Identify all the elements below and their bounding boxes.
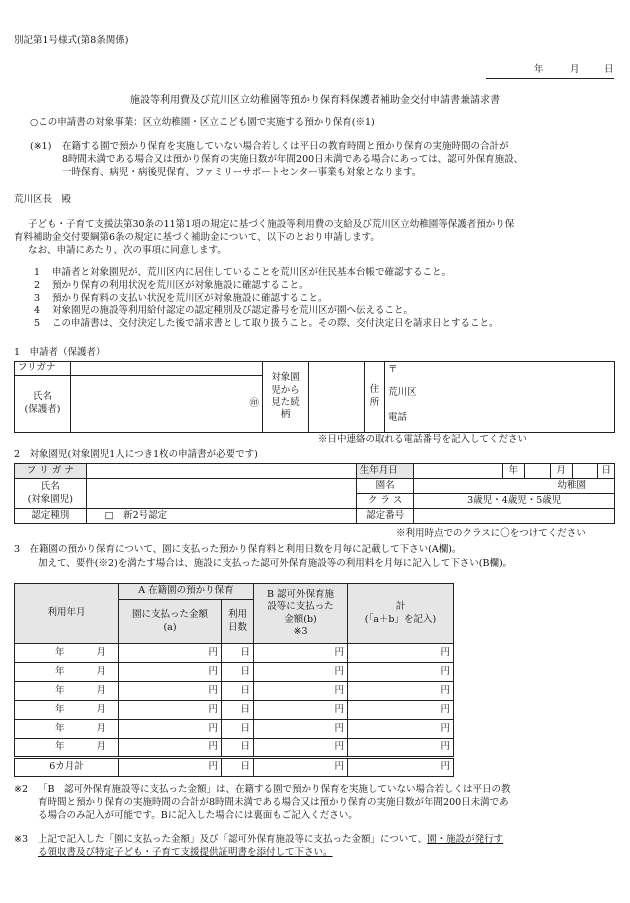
note1-text [62,141,523,179]
kindergarten-suffix: 幼稚園 [557,479,586,491]
intro-line: 子ども・子育て支援法第30条の11第1項の規定に基づく施設等利用費の支給及び荒川区立幼稚園等保護者預かり保 [28,219,515,230]
a-days-cell[interactable]: 日 [222,682,254,701]
b-amount-cell[interactable]: 円 [254,682,348,701]
table-row [15,720,454,739]
consent-item: 1 申請者と対象園児が、荒川区内に居住していることを荒川区が住民基本台帳で確認すること。 [34,267,452,278]
section1-note: ※日中連絡の取れる電話番号を記入してください [318,434,528,445]
b-amount-cell[interactable]: 円 [254,720,348,739]
document-title: 施設等利用費及び荒川区立幼稚園等預かり保育料保護者補助金交付申請書兼請求書 [130,95,500,106]
birth-year-field[interactable] [414,464,502,479]
consent-list [34,267,499,331]
consent-item: 5 この申請書は、交付決定した後で請求書として取り扱うこと。その際、交付決定日を請求日とすること。 [34,318,499,330]
section3-heading2: 加えて、要件(※2)を満たす場合は、施設に支払った認可外保育施設等の利用料を月毎に記入して下さい(B欄)。 [38,558,513,569]
child-table [14,463,615,524]
footnote2-line: 育時間と預かり保育の実施時間の合計が8時間未満である場合又は預かり保育の実施日数が年間200日未満であ [38,796,509,808]
total-cell[interactable]: 円 [348,663,454,682]
child-furigana-field[interactable] [86,464,356,479]
total-cell[interactable]: 円 [348,701,454,720]
date-line[interactable] [486,64,614,79]
consent-item: 3 預かり保育料の支払い状況を荒川区が対象施設に確認すること。 [34,292,328,304]
sum-b-cell[interactable]: 円 [254,758,348,777]
month-cell[interactable]: 年 月 [15,701,119,720]
a-amount-cell[interactable]: 円 [119,644,222,663]
relation-field[interactable] [309,362,365,433]
note1-mark: (※1) [30,141,52,152]
class-options[interactable]: 3歳児・4歳児・5歳児 [414,494,615,509]
date-day: 日 [604,64,614,75]
month-cell[interactable]: 年 月 [15,663,119,682]
a-amount-cell[interactable]: 円 [119,739,222,758]
month-cell[interactable]: 年 月 [15,720,119,739]
kindergarten-field[interactable] [414,479,615,494]
a-days-cell[interactable]: 日 [222,701,254,720]
a-days-cell[interactable]: 日 [222,720,254,739]
consent-item: 2 預かり保育の利用状況を荒川区が対象施設に確認すること。 [34,279,309,291]
relation-label: 対象園 児から 見た続 柄 [263,362,309,433]
footnote3-mark: ※3 [14,834,29,845]
section2-heading: 2 対象園児(対象園児1人につき1枚の申請書が必要です) [14,449,258,460]
section2-note: ※利用時点でのクラスに〇をつけてください [396,528,586,539]
col-a-header: A 在籍園の預かり保育 [119,584,254,600]
birth-day-field[interactable] [572,464,598,479]
section1-heading: 1 申請者（保護者） [14,347,106,358]
postal-mark: 〒 [388,364,398,375]
footnote3-text [38,834,503,860]
col-a-days-header: 利用 日数 [222,600,254,644]
footnote3-line: る領収書及び特定子ども・子育て支援提供証明書を添付して下さい。 [38,846,333,858]
table-row [15,644,454,663]
a-amount-cell[interactable]: 円 [119,663,222,682]
footnote2-mark: ※2 [14,784,29,795]
month-cell[interactable]: 年 月 [15,644,119,663]
note1-line: 8時間未満である場合又は預かり保育の実施日数が年間200日未満である場合にあっては、認可外保育施設、 [62,153,524,165]
footnote3-line: 上記で記入した「園に支払った金額」及び「認可外保育施設等に支払った金額」について、園・施設が発行す [38,834,504,845]
cert-type-label: 認定種別 [15,509,87,524]
city-label: 荒川区 [388,386,417,398]
b-amount-cell[interactable]: 円 [254,644,348,663]
a-days-cell[interactable]: 日 [222,644,254,663]
section3-heading: 3 在籍園の預かり保育について、園に支払った預かり保育料と利用日数を月毎に記載して下さい(A欄)。 [14,544,462,555]
a-days-cell[interactable]: 日 [222,739,254,758]
total-cell[interactable]: 円 [348,682,454,701]
cert-no-label: 認定番号 [356,509,414,524]
total-cell[interactable]: 円 [348,720,454,739]
class-label: ク ラ ス [356,494,414,509]
a-days-cell[interactable]: 日 [222,663,254,682]
col-month-header: 利用年月 [15,584,119,644]
intro-text [14,219,514,257]
footnote2-line: 「B 認可外保育施設等に支払った金額」は、在籍する園で預かり保育を実施していない場合若しくは平日の教 [38,784,511,795]
child-name-label: 氏名 (対象園児) [15,479,87,509]
a-amount-cell[interactable]: 円 [119,682,222,701]
birth-month-unit: 月 [550,464,572,479]
month-cell[interactable]: 年 月 [15,682,119,701]
sum-days-cell[interactable]: 日 [222,758,254,777]
birth-day-unit: 日 [598,464,615,479]
furigana-label: フリガナ [15,362,71,376]
applicant-name-field[interactable] [71,376,263,433]
table-row [15,682,454,701]
birth-month-field[interactable] [524,464,550,479]
table-row [15,663,454,682]
birth-label: 生年月日 [356,464,414,479]
sum-a-cell[interactable]: 円 [119,758,222,777]
table-row [15,701,454,720]
intro-line: 育料補助金交付要綱第6条の規定に基づく補助金について、以下のとおり申請します。 [14,231,380,243]
intro-line: なお、申請にあたり、次の事項に同意します。 [28,244,227,256]
addressee: 荒川区長 殿 [14,194,72,205]
sum-total-cell[interactable]: 円 [348,758,454,777]
birth-year-unit: 年 [502,464,524,479]
cert-type-checkbox[interactable]: □ 新2号認定 [86,509,356,524]
consent-item: 4 対象園児の施設等利用給付認定の認定種別及び認定番号を荒川区が園へ伝えること。 [34,305,414,317]
note1-line: 一時保育、病児・病後児保育、ファミリーサポートセンター事業も対象となります。 [62,166,422,178]
child-name-field[interactable] [86,479,356,509]
note1-line: 在籍する園で預かり保育を実施していない場合若しくは平日の教育時間と預かり保育の実施時間の合計が [62,141,509,152]
target-project: ○この申請書の対象事業：区立幼稚園・区立こども園で実施する預かり保育(※1) [30,117,375,128]
col-total-header: 計 (「a＋b」を記入) [348,584,454,644]
b-amount-cell[interactable]: 円 [254,739,348,758]
month-cell[interactable]: 年 月 [15,739,119,758]
address-label: 住 所 [365,362,385,433]
b-amount-cell[interactable]: 円 [254,701,348,720]
total-cell[interactable]: 円 [348,644,454,663]
seal-mark: ㊞ [249,397,259,409]
phone-label: 電話 [388,411,408,423]
a-amount-cell[interactable]: 円 [119,720,222,739]
child-furigana-label: フ リ ガ ナ [15,464,87,479]
date-year: 年 [534,64,544,75]
table-row [15,739,454,758]
applicant-table [14,361,615,433]
a-amount-cell[interactable]: 円 [119,701,222,720]
applicant-name-label: 氏名 (保護者) [15,376,71,433]
form-number: 別記第1号様式(第8条関係) [14,35,129,46]
applicant-furigana-field[interactable] [71,362,263,376]
footnote2-text [38,784,510,822]
fee-table [14,583,454,777]
address-field[interactable] [385,362,615,433]
total-cell[interactable]: 円 [348,739,454,758]
b-amount-cell[interactable]: 円 [254,663,348,682]
kindergarten-label: 園名 [356,479,414,494]
cert-no-field[interactable] [414,509,615,524]
sum-row [15,758,454,777]
footnote2-line: る場合のみ記入が可能です。Bに記入した場合には裏面もご記入ください。 [38,809,358,821]
sum-label: 6カ月計 [15,758,119,777]
col-a-amount-header: 園に支払った金額 (a) [119,600,222,644]
col-b-header: B 認可外保育施 設等に支払った 金額(b) ※3 [254,584,348,644]
date-month: 月 [570,64,580,75]
